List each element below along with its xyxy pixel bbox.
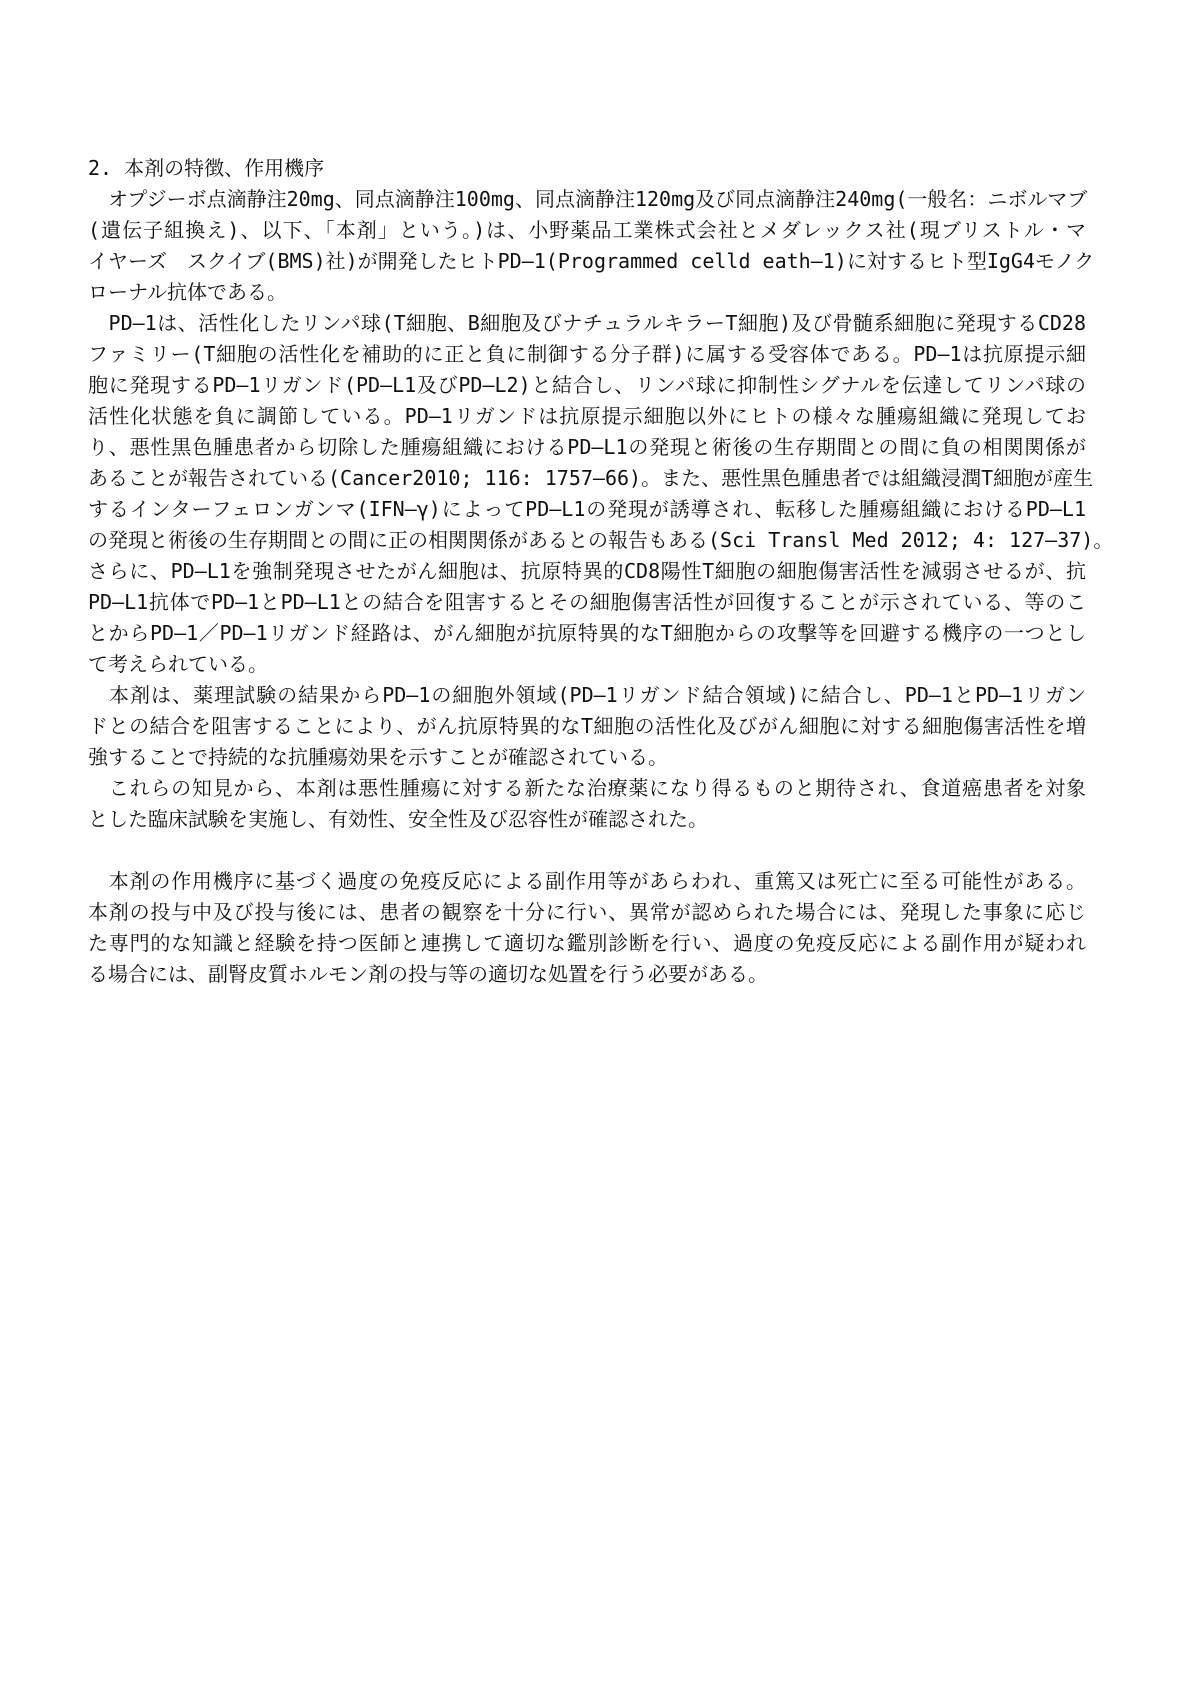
text-line: イヤーズ スクイブ(BMS)社)が開発したヒトPD—1(Programmed celld eath—1)に対するヒト型IgG4モノク [88,249,1095,273]
text-line: あることが報告されている(Cancer2010; 116: 1757—66)。また、悪性黒色腫患者では組織浸潤T細胞が産生 [88,466,1094,490]
text-line: さらに、PD—L1を強制発現させたがん細胞は、抗原特異的CD8陽性T細胞の細胞傷害活性を減弱させるが、抗 [88,559,1086,583]
text-line: 強することで持続的な抗腫瘍効果を示すことが確認されている。 [88,745,668,769]
blank-line [88,835,1086,866]
text-line: 本剤は、薬理試験の結果からPD—1の細胞外領域(PD—1リガンド結合領域)に結合し、PD—1とPD—1リガン [88,683,1086,707]
text-line: の発現と術後の生存期間との間に正の相関関係があるとの報告もある(Sci Transl Med 2012; 4: 127—37)。 [88,528,1114,552]
text-line: PD—1は、活性化したリンパ球(T細胞、B細胞及びナチュラルキラーT細胞)及び骨髄系細胞に発現するCD28 [88,311,1086,335]
text-line: 本剤の作用機序に基づく過度の免疫反応による副作用等があらわれ、重篤又は死亡に至る可能性がある。 [88,869,1086,893]
text-line: 本剤の投与中及び投与後には、患者の観察を十分に行い、異常が認められた場合には、発現した事象に応じ [88,900,1086,924]
text-line: とした臨床試験を実施し、有効性、安全性及び忍容性が確認された。 [88,807,708,831]
text-line: る場合には、副腎皮質ホルモン剤の投与等の適切な処置を行う必要がある。 [88,962,768,986]
text-line: するインターフェロンガンマ(IFN—γ)によってPD—L1の発現が誘導され、転移した腫瘍組織におけるPD—L1 [88,497,1086,521]
text-line: PD—L1抗体でPD—1とPD—L1との結合を阻害するとその細胞傷害活性が回復することが示されている、等のこ [88,590,1086,614]
document-body [88,153,1114,990]
text-line: これらの知見から、本剤は悪性腫瘍に対する新たな治療薬になり得るものと期待され、食道癌患者を対象 [88,776,1086,800]
text-line: 活性化状態を負に調節している。PD—1リガンドは抗原提示細胞以外にヒトの様々な腫瘍組織に発現してお [88,404,1086,428]
text-line: ファミリー(T細胞の活性化を補助的に正と負に制御する分子群)に属する受容体である。PD—1は抗原提示細 [88,342,1086,366]
text-line: オプジーボ点滴静注20mg、同点滴静注100mg、同点滴静注120mg及び同点滴静注240mg(一般名：ニボルマブ [88,187,1088,211]
body-text [88,184,1114,990]
text-line: た専門的な知識と経験を持つ医師と連携して適切な鑑別診断を行い、過度の免疫反応による副作用が疑われ [88,931,1086,955]
text-line: ローナル抗体である。 [88,280,287,304]
text-line: とからPD—1／PD—1リガンド経路は、がん細胞が抗原特異的なT細胞からの攻撃等を回避する機序の一つとし [88,621,1086,645]
text-line: ドとの結合を阻害することにより、がん抗原特異的なT細胞の活性化及びがん細胞に対する細胞傷害活性を増 [88,714,1086,738]
text-line: (遺伝子組換え)、以下、「本剤」という。)は、小野薬品工業株式会社とメダレックス社(現ブリストル・マ [88,218,1086,242]
section-heading: 2. 本剤の特徴、作用機序 [88,156,325,180]
text-line: て考えられている。 [88,652,268,676]
text-line: 胞に発現するPD—1リガンド(PD—L1及びPD—L2)と結合し、リンパ球に抑制性シグナルを伝達してリンパ球の [88,373,1086,397]
text-line: り、悪性黒色腫患者から切除した腫瘍組織におけるPD—L1の発現と術後の生存期間との間に負の相関関係が [88,435,1086,459]
